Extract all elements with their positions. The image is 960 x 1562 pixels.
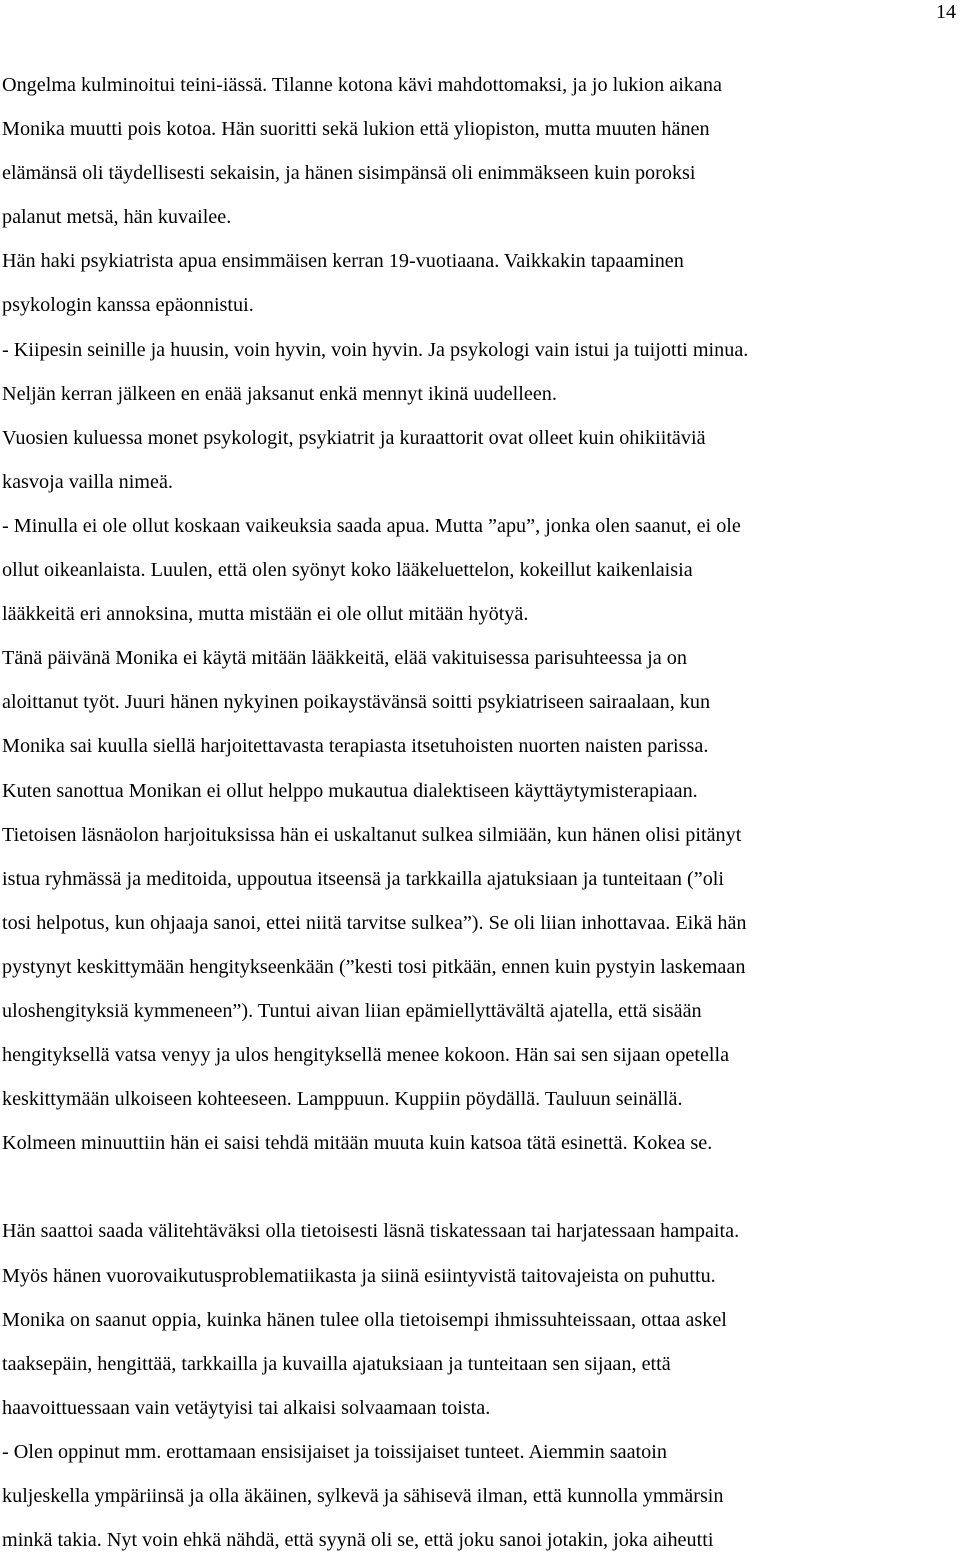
text-line: minkä takia. Nyt voin ehkä nähdä, että syynä oli se, että joku sanoi jotakin, joka aiheutti [2,1529,714,1552]
text-line: aloittanut työt. Juuri hänen nykyinen poikaystävänsä soitti psykiatriseen sairaalaan, kun [2,691,711,714]
text-line: haavoittuessaan vain vetäytyisi tai alkaisi solvaamaan toista. [2,1396,491,1419]
text-line: istua ryhmässä ja meditoida, uppoutua itseensä ja tarkkailla ajatuksiaan ja tunteitaan (”oli [2,867,725,890]
text-line: Myös hänen vuorovaikutusproblematiikasta ja siinä esiintyvistä taitovajeista on puhuttu. [2,1264,716,1287]
text-line: keskittymään ulkoiseen kohteeseen. Lamppuun. Kuppiin pöydällä. Tauluun seinällä. [2,1088,683,1111]
text-line: Kolmeen minuuttiin hän ei saisi tehdä mitään muuta kuin katsoa tätä esinettä. Kokea se. [2,1132,713,1155]
text-line: ollut oikeanlaista. Luulen, että olen syönyt koko lääkeluettelon, kokeillut kaikenlaisia [2,559,693,582]
text-line: psykologin kanssa epäonnistui. [2,294,254,317]
text-line: - Kiipesin seinille ja huusin, voin hyvin, voin hyvin. Ja psykologi vain istui ja tuijotti minua. [2,338,749,361]
text-line: Monika on saanut oppia, kuinka hänen tulee olla tietoisempi ihmissuhteissaan, ottaa askel [2,1308,727,1331]
text-line: palanut metsä, hän kuvailee. [2,206,232,229]
text-line: pystynyt keskittymään hengitykseenkään (”kesti tosi pitkään, ennen kuin pystyin laskemaan [2,955,746,978]
text-line: - Olen oppinut mm. erottamaan ensisijaiset ja toissijaiset tunteet. Aiemmin saatoin [2,1440,667,1463]
text-line: kuljeskella ympäriinsä ja olla äkäinen, sylkevä ja sähisevä ilman, että kunnolla ymmärsin [2,1485,724,1507]
text-line: Monika muutti pois kotoa. Hän suoritti sekä lukion että yliopiston, mutta muuten hänen [2,118,710,141]
text-line: Tänä päivänä Monika ei käytä mitään lääkkeitä, elää vakituisessa parisuhteessa ja on [2,647,687,670]
text-line: Tietoisen läsnäolon harjoituksissa hän ei uskaltanut sulkea silmiään, kun hänen olisi pitänyt [2,823,742,846]
text-line: Hän saattoi saada välitehtäväksi olla tietoisesti läsnä tiskatessaan tai harjatessaan hampaita. [2,1220,740,1243]
text-line: Kuten sanottua Monikan ei ollut helppo mukautua dialektiseen käyttäytymisterapiaan. [2,779,698,802]
text-line: Neljän kerran jälkeen en enää jaksanut enkä mennyt ikinä uudelleen. [2,382,557,405]
text-line: lääkkeitä eri annoksina, mutta mistään ei ole ollut mitään hyötyä. [2,603,529,626]
body-text [2,63,958,1562]
text-line: - Minulla ei ole ollut koskaan vaikeuksia saada apua. Mutta ”apu”, jonka olen saanut, ei ole [2,514,741,537]
text-line: Monika sai kuulla siellä harjoitettavasta terapiasta itsetuhoisten nuorten naisten parissa. [2,735,709,758]
text-line: hengityksellä vatsa venyy ja ulos hengityksellä menee kokoon. Hän sai sen sijaan opetella [2,1044,730,1067]
text-line: taaksepäin, hengittää, tarkkailla ja kuvailla ajatuksiaan ja tunteitaan sen sijaan, että [2,1352,671,1375]
text-line: kasvoja vailla nimeä. [2,470,173,493]
text-line: uloshengityksiä kymmeneen”). Tuntui aivan liian epämiellyttävältä ajatella, että sisään [2,999,702,1022]
text-line: Vuosien kuluessa monet psykologit, psykiatrit ja kuraattorit ovat olleet kuin ohikiitäviä [2,426,706,449]
text-line: tosi helpotus, kun ohjaaja sanoi, ettei niitä tarvitse sulkea”). Se oli liian inhottavaa. Eikä hän [2,911,747,934]
page-number: 14 [936,1,956,23]
text-line: elämänsä oli täydellisesti sekaisin, ja hänen sisimpänsä oli enimmäkseen kuin poroksi [2,162,696,185]
text-line: Ongelma kulminoitui teini-iässä. Tilanne kotona kävi mahdottomaksi, ja jo lukion aikana [2,74,722,96]
paragraph-gap [2,1165,958,1209]
text-line: Hän haki psykiatrista apua ensimmäisen kerran 19-vuotiaana. Vaikkakin tapaaminen [2,250,684,273]
